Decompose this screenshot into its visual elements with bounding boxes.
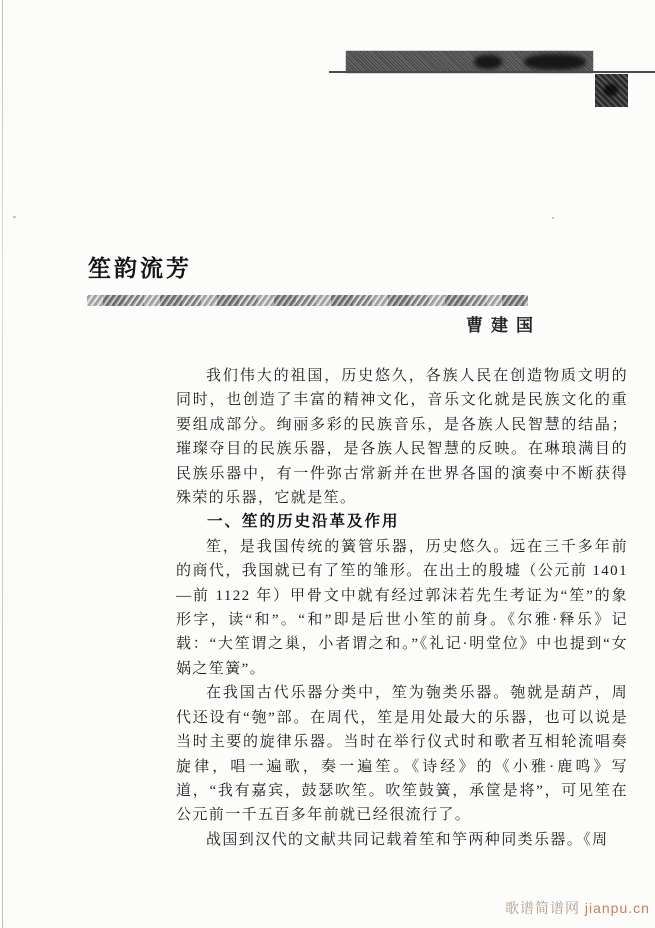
- article-title: 笙韵流芳: [88, 255, 192, 281]
- header-rule-line: [329, 71, 655, 73]
- title-decorative-rule: [87, 295, 528, 306]
- chapter-banner: [346, 51, 593, 73]
- paragraph-4: 战国到汉代的文献共同记载着笙和竽两种同类乐器。《周: [206, 831, 609, 848]
- watermark-site-url: jianpu.cn: [584, 900, 650, 916]
- scan-speck: [13, 216, 16, 218]
- paragraph-1: 我们伟大的祖国，历史悠久，各族人民在创造物质文明的同时，也创造了丰富的精神文化，音乐文化就是民族文化的重要组成部分。绚丽多彩的民族音乐，是各族人民智慧的结晶；璀璨夺目的民族乐器，是各族人民智慧的反映。在琳琅满目的民族乐器中，有一件弥古常新并在世界各国的演奏中不断获得殊荣的乐器，它就是笙。: [176, 368, 628, 507]
- author-name: 曹建国: [466, 316, 541, 335]
- page-number-block: [595, 74, 628, 107]
- watermark-site-name: 歌谱简谱网: [505, 900, 580, 916]
- section-heading: 一、笙的历史沿革及作用: [207, 513, 400, 531]
- banner-illegible-text: [524, 54, 586, 70]
- article-body: [176, 364, 628, 852]
- banner-illegible-text: [474, 55, 502, 69]
- scan-seam-line: [2, 0, 3, 928]
- scan-speck: [552, 217, 554, 219]
- paragraph-3: 在我国古代乐器分类中，笙为匏类乐器。匏就是葫芦，周代还设有“匏”部。在周代，笙是用处最大的乐器，也可以说是当时主要的旋律乐器。当时在举行仪式时和歌者互相轮流唱奏旋律，唱一遍歌，奏一遍笙。《诗经》的《小雅·鹿鸣》写道，“我有嘉宾，鼓瑟吹笙。吹笙鼓簧，承筐是将”，可见笙在公元前一千五百多年前就已经很流行了。: [176, 685, 628, 824]
- paragraph-2: 笙，是我国传统的簧管乐器，历史悠久。远在三千多年前的商代，我国就已有了笙的雏形。在出土的殷墟（公元前 1401—前 1122 年）甲骨文中就有经过郭沫若先生考证为“笙”的象形字，读“和”。“和”即是后世小笙的前身。《尔雅·释乐》记载：“大笙谓之巢，小者谓之和。”《礼记·明堂位》中也提到“女娲之笙簧”。: [176, 538, 628, 677]
- watermark: [505, 898, 650, 918]
